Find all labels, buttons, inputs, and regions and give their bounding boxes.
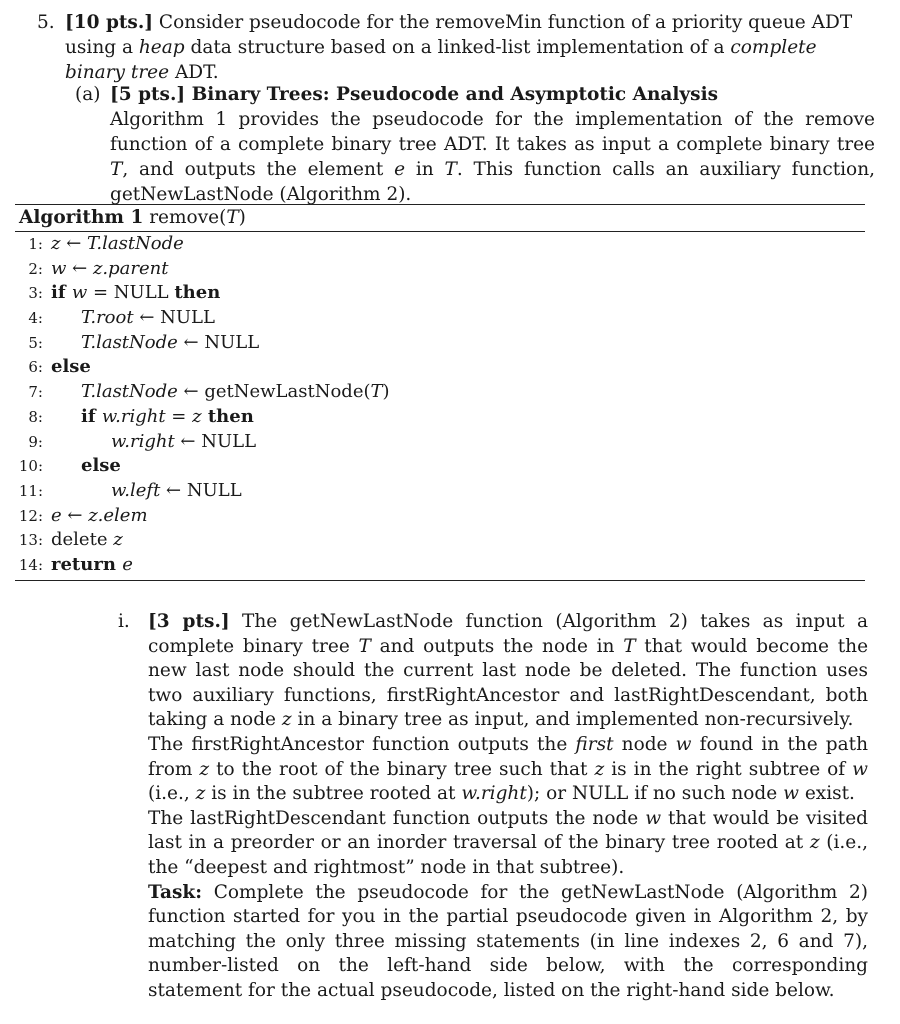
line-statement [51,257,169,282]
text-run: found in the path from [148,733,869,780]
part-i-task [148,881,868,1004]
statement-token: ← NULL [177,331,260,353]
statement-token: if [51,282,72,304]
var-w: w [675,733,692,755]
var-z: z [199,758,210,780]
statement-token: = NULL [87,282,175,304]
var-w: w [783,783,799,805]
var-w-right: w.right [461,783,527,805]
algorithm-caption-name: remove( [149,207,227,228]
task-text: Complete the pseudocode for the getNewLastNode (Algorithm 2) function started for you in the partial pseudocode given in Algorithm 2, by matching the only three missing statements (in line indexes 2, 6 and 7), number-listed on the left-hand side below, with the corresponding statement for the actual pseudocode, listed on the right-hand side below. [148,881,868,1001]
line-number: 9: [28,432,43,451]
part-a-text [110,107,875,207]
statement-token: = [165,405,193,427]
statement-token: w [71,282,88,304]
algorithm-line [15,257,865,282]
part-i-paragraph-1 [148,610,868,733]
text-run: (i.e., the “deepest and rightmost” node in that subtree). [148,832,868,878]
var-z: z [594,758,605,780]
line-statement [111,430,256,455]
var-T: T [110,159,123,180]
var-w: w [645,807,662,829]
part-i-points: [3 pts.] [148,611,230,632]
line-number: 2: [28,259,43,278]
statement-token: ← [60,233,88,254]
part-a-text-3: in [405,159,445,180]
question-text-1: Consider pseudocode for the removeMin function of a priority queue ADT using a [65,12,853,58]
statement-token: w.right [101,405,166,427]
var-e: e [394,159,406,180]
algorithm-caption-label: Algorithm 1 [19,207,144,228]
statement-token: w.right [111,430,175,452]
statement-token: w.left [111,479,161,501]
text-run: is in the right subtree of [604,758,853,780]
statement-token: else [81,455,121,477]
statement-token: then [201,405,254,427]
text-run: exist. [798,783,855,805]
task-label: Task: [148,881,203,903]
algorithm-line [15,479,865,504]
line-statement [81,380,390,405]
line-statement [51,232,184,257]
part-i-paragraph-2 [148,733,868,807]
statement-token: ← [61,504,89,526]
statement-token: z [51,233,61,254]
algorithm-caption-close: ) [238,207,246,228]
line-number: 5: [28,333,43,352]
algorithm-line [15,405,865,430]
algorithm-line [15,232,865,257]
line-statement [81,454,121,479]
part-a [75,82,875,207]
part-a-title: [5 pts.] Binary Trees: Pseudocode and Asymptotic Analysis [110,84,719,105]
line-number: 4: [28,309,43,328]
statement-token: z.elem [88,504,148,526]
statement-token: w [51,257,67,279]
algorithm-line [15,528,865,553]
statement-token: z [113,529,123,551]
line-number: 3: [28,284,43,303]
emph-first: first [575,733,614,755]
heap-term: heap [138,37,185,58]
text-run: in a binary tree as input, and implemented non-recursively. [291,709,854,731]
line-statement [51,553,133,578]
statement-token: T.root [81,307,134,329]
part-i-paragraph-3 [148,807,868,881]
algorithm-caption-arg: T [226,207,239,228]
line-number: 12: [18,506,43,525]
statement-token: ← NULL [160,479,242,501]
text-run: to the root of the binary tree such that [209,758,595,780]
line-number: 7: [28,383,43,402]
line-number: 11: [18,481,43,500]
statement-token: then [174,282,221,304]
statement-token: ← [66,257,93,279]
statement-token: ) [382,381,390,403]
algorithm-lines [15,232,865,578]
var-z: z [281,709,292,731]
algorithm-bottom-rule [15,580,865,581]
text-run: and outputs the node in [370,635,624,657]
part-a-text-2: , and outputs the element [122,159,395,180]
line-statement [81,331,259,356]
algorithm-line [15,281,865,306]
algorithm-line [15,331,865,356]
var-z: z [195,783,206,805]
question-5 [37,10,877,85]
algorithm-line [15,430,865,455]
line-number: 10: [18,457,43,476]
question-text [65,10,877,85]
text-run: node [613,733,676,755]
statement-token: ← NULL [133,307,215,329]
line-number: 14: [18,555,43,574]
part-i-label: i. [118,611,130,632]
line-statement [51,281,220,306]
part-a-label: (a) [75,84,101,105]
statement-token: return [51,553,123,575]
question-text-2: data structure based on a linked-list implementation of a [184,37,731,58]
text-run: that would become the new last node should the current last node be deleted. The function uses two auxiliary functions, firstRightAncestor and lastRightDescendant, both taking a node [148,635,869,731]
line-statement [51,528,123,553]
statement-token: delete [51,529,114,551]
question-number: 5. [37,12,55,33]
line-statement [51,504,148,529]
statement-token: T.lastNode [81,331,178,353]
statement-token: T [370,381,383,403]
line-statement [111,479,242,504]
statement-token: e [51,504,62,526]
var-T: T [444,159,457,180]
algorithm-line [15,504,865,529]
line-statement [51,355,91,380]
question-points: [10 pts.] [65,12,154,33]
algorithm-line [15,355,865,380]
question-text-3: ADT. [169,62,219,83]
text-run: The lastRightDescendant function outputs the node [148,807,646,829]
line-number: 6: [28,358,43,377]
text-run: is in the subtree rooted at [205,783,462,805]
part-i [118,610,868,1004]
text-run: ); or NULL if no such node [526,783,784,805]
text-run: The firstRightAncestor function outputs the [148,733,576,755]
statement-token: ← NULL [174,430,257,452]
text-run: that would be visited last in a preorder or an inorder traversal of the binary tree rooted at [148,807,869,854]
statement-token: z [192,405,202,427]
statement-token: if [81,405,102,427]
line-statement [81,405,254,430]
part-a-text-1: Algorithm 1 provides the pseudocode for the implementation of the remove function of a complete binary tree ADT. It takes as input a complete binary tree [110,109,875,155]
var-w: w [852,758,868,780]
part-a-text-4: . This function calls an auxiliary function, getNewLastNode (Algorithm 2). [110,159,875,205]
algorithm-line [15,306,865,331]
statement-token: T.lastNode [81,381,178,403]
line-number: 1: [28,235,43,253]
line-statement [81,306,215,331]
algorithm-line [15,380,865,405]
cbt-term: complete binary tree [65,37,817,83]
line-number: 8: [28,407,43,426]
statement-token: z.parent [92,257,169,279]
statement-token: ← getNewLastNode( [177,381,371,403]
algorithm-1 [15,204,865,581]
statement-token: e [122,553,133,575]
var-T: T [623,635,636,657]
statement-token: T.lastNode [87,233,184,254]
line-number: 13: [18,531,43,550]
text-run: (i.e., [148,783,196,805]
algorithm-line [15,454,865,479]
text-run: The getNewLastNode function (Algorithm 2) takes as input a complete binary tree [148,611,869,657]
algorithm-caption [15,205,865,231]
algorithm-line [15,553,865,578]
statement-token: else [51,356,91,378]
var-T: T [358,635,371,657]
var-z: z [809,832,820,854]
